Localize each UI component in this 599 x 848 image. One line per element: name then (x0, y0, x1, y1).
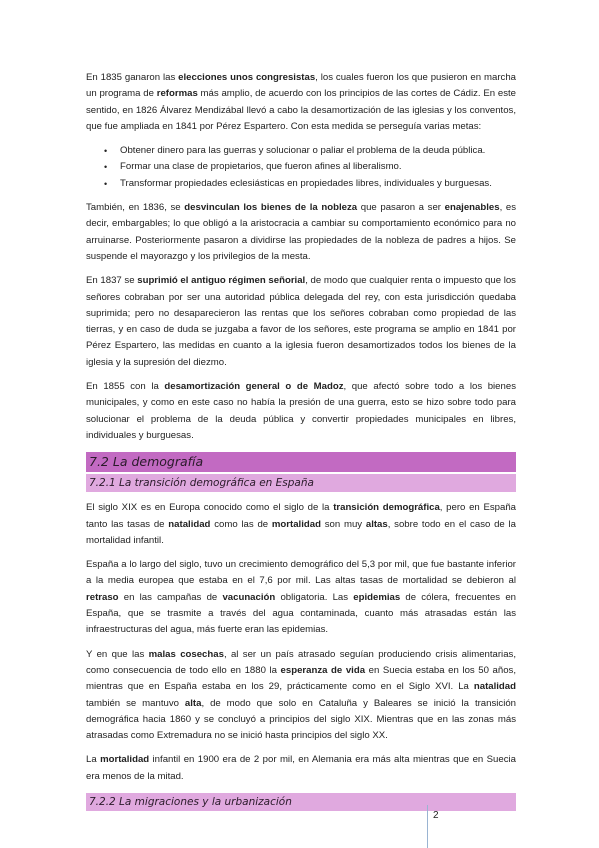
text-run: , de modo que cualquier renta o impuesto que los señores cobraban por ser una autoridad pública delegada del rey, con esta jurisdicción quedaba suprimida; pero no desaparecieron las rentas que los señores cobraban como propiedad de las tierras, y en caso de duda se juzgaba a favor de los señores, este programa se amplio en 1841 por Pérez Espartero, las medidas en cuanto a la iglesia fueron desamortizados todos los bienes de la iglesia y la supresión del diezmo. (86, 275, 516, 368)
bold-run: epidemias (353, 591, 401, 603)
bullet-icon: • (104, 178, 108, 189)
text-run: en Suecia estaba en los 50 años, mientras que en España estaba en los 29, prácticamente como en el Siglo XVI. La (86, 664, 517, 693)
paragraph-mortalidad-infantil (86, 752, 516, 785)
bold-run: reformas (156, 88, 198, 100)
text-run: , al ser un país atrasado seguían produciendo crisis alimentarias, como consecuencia de todo ello en 1880 la (86, 648, 516, 676)
bold-run: elecciones unos congresistas (178, 72, 316, 83)
text-run: infantil en 1900 era de 2 por mil, en Alemania era más alta mientras que en Suecia era menos de la mitad. (86, 754, 516, 782)
section-heading-demografia: 7.2 La demografía (86, 452, 516, 472)
bullet-icon: • (104, 146, 108, 157)
text-run: que pasaron a ser (357, 202, 445, 214)
bold-run: malas cosechas (148, 648, 224, 660)
bold-run: esperanza de vida (280, 664, 366, 676)
bold-run: retraso (86, 591, 119, 603)
paragraph-1855 (86, 379, 516, 444)
text-run: Y en que las (86, 648, 149, 660)
bold-run: natalidad (473, 681, 516, 693)
text-run: más amplio, de acuerdo con los principios de las cortes de Cádiz. En este sentido, en 1826 Álvarez Mendizábal llevó a cabo la desamortización de las iglesias y los conventos, que fue ampliada en 1841 por Pérez Espartero. Con esta medida se perseguía varias metas: (86, 88, 516, 132)
text-run: En 1837 se (86, 275, 138, 287)
paragraph-1837 (86, 273, 516, 371)
bold-run: desvinculan los bienes de la nobleza (184, 202, 358, 214)
page-number-rule (427, 805, 428, 848)
list-item-text: Obtener dinero para las guerras y solucionar o paliar el problema de la deuda pública. (120, 145, 486, 157)
subsection-heading-transicion: 7.2.1 La transición demográfica en España (86, 474, 516, 492)
text-run: , de modo que solo en Cataluña y Baleares se inició la transición demográfica hacia 1860 y se concluyó a principios del siglo XIX. Mientras que en las zonas más atrasadas como Extremadura no se inició hasta principios del siglo XX. (86, 697, 516, 742)
page-number: 2 (433, 810, 439, 821)
bold-run: enajenables (444, 202, 500, 214)
bold-run: desamortización general o de Madoz (164, 381, 344, 393)
text-run: En 1855 con la (86, 381, 165, 393)
bold-run: vacunación (222, 591, 276, 603)
text-run: , sobre todo en el caso de la mortalidad infantil. (86, 518, 516, 546)
goals-list (86, 143, 516, 192)
text-run: El siglo XIX es en Europa conocido como el siglo de la (86, 502, 334, 514)
list-item-text: Transformar propiedades eclesiásticas en propiedades libres, individuales y burguesas. (120, 177, 492, 189)
text-run: de cólera, frecuentes en España, que se trasmite a través del agua contaminada, cuanto más atrasadas están las infraestructuras del agua, más fuerte eran las epidemias. (86, 591, 516, 636)
paragraph-1835 (86, 70, 516, 135)
text-run: en las campañas de (118, 591, 223, 603)
text-run: obligatoria. Las (275, 591, 354, 603)
bold-run: suprimió el antiguo régimen señorial (137, 275, 306, 287)
paragraph-malas-cosechas (86, 647, 516, 745)
bullet-icon: • (104, 162, 108, 173)
text-run: , los cuales fueron los que pusieron en marcha un programa de (86, 72, 516, 100)
list-item-text: Formar una clase de propietarios, que fueron afines al liberalismo. (120, 161, 402, 173)
text-run: también se mantuvo (86, 697, 185, 709)
text-run: , pero en España tanto las tasas de (86, 502, 517, 530)
bold-run: mortalidad (271, 518, 321, 530)
list-item (104, 176, 516, 192)
text-run: También, en 1836, se (86, 202, 185, 214)
list-item (104, 143, 516, 159)
paragraph-1836 (86, 200, 516, 265)
text-run: La (86, 754, 101, 766)
text-run: como las de (210, 518, 272, 530)
text-run: , que afectó sobre todo a los bienes municipales, y como en este caso no había la presión de una guerra, esto se hizo sobre todo para solucionar el problema de la deuda pública y convertir propiedades municipales en libres, individuales y burguesas. (86, 381, 516, 441)
paragraph-crecimiento (86, 557, 516, 638)
list-item (104, 159, 516, 175)
text-run: , es decir, embargables; lo que obligó a la aristocracia a cambiar su comportamiento económico para no arruinarse. Posteriormente pasaron a dividirse las propiedades de la nobleza de padres a hijos. Se suspende el mayorazgo y los privilegios de la mesta. (86, 202, 516, 262)
text-run: España a lo largo del siglo, tuvo un crecimiento demográfico del 5,3 por mil, que fue bastante inferior a la media europea que estaba en el 7,6 por mil. Las altas tasas de mortalidad se debieron al (86, 559, 516, 587)
text-run: En 1835 ganaron las (86, 72, 179, 83)
subsection-heading-migraciones: 7.2.2 La migraciones y la urbanización (86, 793, 516, 811)
bold-run: transición demográfica (333, 502, 440, 514)
bold-run: alta (184, 697, 202, 709)
bold-run: altas (365, 518, 388, 530)
page-content (86, 70, 516, 819)
paragraph-siglo-xix (86, 500, 516, 549)
bold-run: mortalidad (100, 754, 150, 766)
bold-run: natalidad (168, 518, 211, 530)
text-run: son muy (320, 518, 366, 530)
